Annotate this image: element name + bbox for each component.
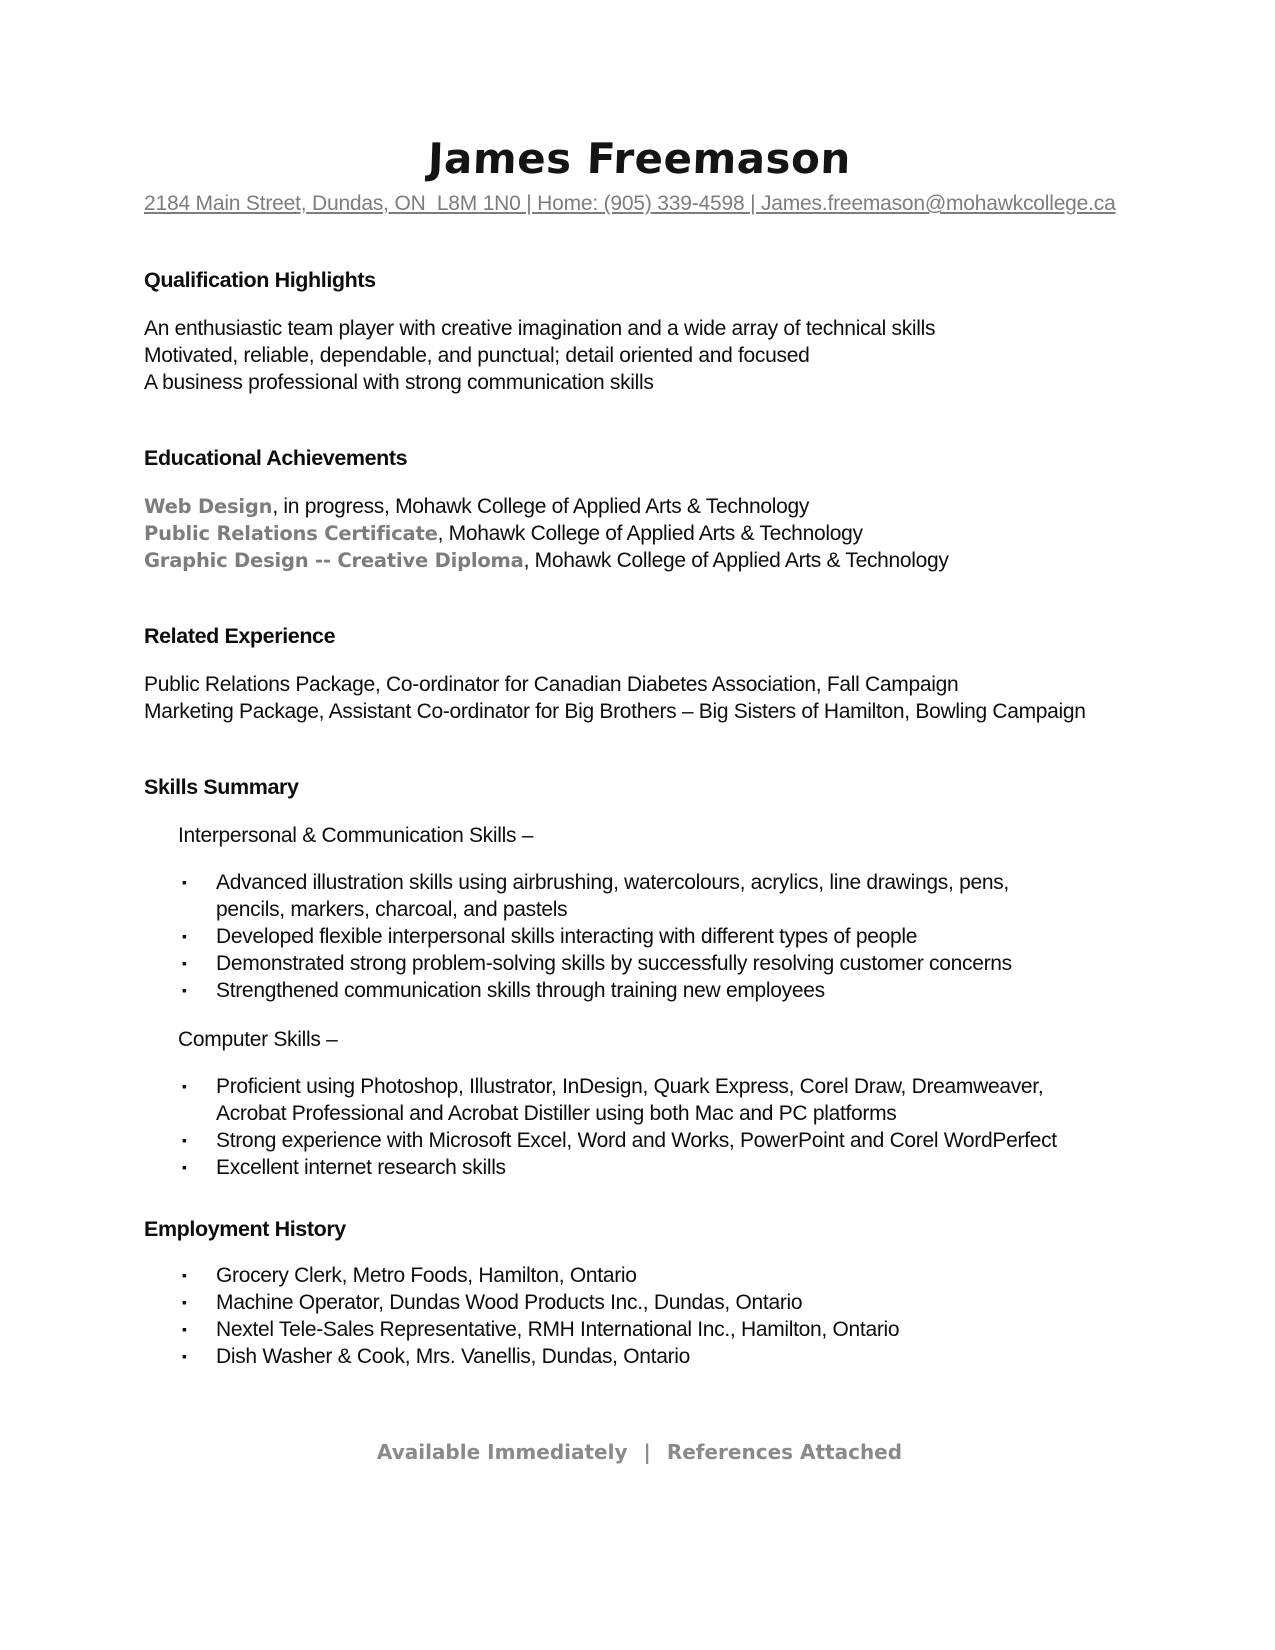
education-program: Public Relations Certificate (144, 522, 438, 545)
list-item: ▪ Strong experience with Microsoft Excel, Word and Works, PowerPoint and Corel WordPerfect (144, 1127, 1074, 1154)
list-item: ▪ Excellent internet research skills (144, 1154, 1074, 1181)
availability-text: Available Immediately (376, 1440, 628, 1464)
contact-line: 2184 Main Street, Dundas, ON L8M 1N0 | Home: (905) 339-4598 | James.freemason@mohawkcollege.ca (144, 192, 1116, 215)
section-heading-employment-history: Employment History (144, 1217, 346, 1241)
references-text: References Attached (666, 1440, 903, 1464)
education-detail: , in progress, Mohawk College of Applied Arts & Technology (272, 495, 810, 518)
experience-line: Marketing Package, Assistant Co-ordinator for Big Brothers – Big Sisters of Hamilton, Bowling Campaign (144, 700, 1086, 723)
skills-group-label-interpersonal: Interpersonal & Communication Skills – (178, 824, 534, 847)
list-item: ▪ Developed flexible interpersonal skills interacting with different types of people (144, 923, 1074, 950)
education-line (144, 493, 1135, 520)
interpersonal-skills-list (144, 869, 1074, 1004)
list-item: ▪ Strengthened communication skills through training new employees (144, 977, 1074, 1004)
education-detail: , Mohawk College of Applied Arts & Technology (437, 522, 863, 545)
education-lines (144, 493, 1135, 574)
qualification-lines (144, 315, 1135, 396)
education-line (144, 547, 1135, 574)
section-heading-skills-summary: Skills Summary (144, 775, 299, 799)
education-detail: , Mohawk College of Applied Arts & Technology (523, 549, 949, 572)
footer-separator: | (643, 1440, 651, 1464)
list-item: ▪ Advanced illustration skills using airbrushing, watercolours, acrylics, line drawings, pens, pencils, markers, charcoal, and pastels (144, 869, 1074, 923)
education-program: Web Design (144, 495, 273, 518)
employment-history-list (144, 1262, 1074, 1370)
qualification-line: A business professional with strong communication skills (144, 371, 654, 394)
list-item: ▪ Machine Operator, Dundas Wood Products Inc., Dundas, Ontario (144, 1289, 1074, 1316)
page-title: James Freemason (427, 134, 852, 183)
list-item: ▪ Demonstrated strong problem-solving skills by successfully resolving customer concerns (144, 950, 1074, 977)
section-heading-qualification-highlights: Qualification Highlights (144, 268, 376, 292)
availability-footer (144, 1440, 1135, 1464)
education-line (144, 520, 1135, 547)
computer-skills-list (144, 1073, 1074, 1181)
list-item: ▪ Grocery Clerk, Metro Foods, Hamilton, Ontario (144, 1262, 1074, 1289)
qualification-line: An enthusiastic team player with creative imagination and a wide array of technical skills (144, 317, 936, 340)
qualification-line: Motivated, reliable, dependable, and punctual; detail oriented and focused (144, 344, 810, 367)
list-item: ▪ Proficient using Photoshop, Illustrator, InDesign, Quark Express, Corel Draw, Dreamweaver, Acrobat Professional and Acrobat Distiller using both Mac and PC platforms (144, 1073, 1074, 1127)
list-item: ▪ Dish Washer & Cook, Mrs. Vanellis, Dundas, Ontario (144, 1343, 1074, 1370)
education-program: Graphic Design -- Creative Diploma (144, 549, 524, 572)
section-heading-educational-achievements: Educational Achievements (144, 446, 408, 470)
experience-line: Public Relations Package, Co-ordinator for Canadian Diabetes Association, Fall Campaign (144, 673, 959, 696)
section-heading-related-experience: Related Experience (144, 624, 336, 648)
skills-group-label-computer: Computer Skills – (178, 1028, 338, 1051)
list-item: ▪ Nextel Tele-Sales Representative, RMH International Inc., Hamilton, Ontario (144, 1316, 1074, 1343)
experience-lines (144, 671, 1135, 725)
